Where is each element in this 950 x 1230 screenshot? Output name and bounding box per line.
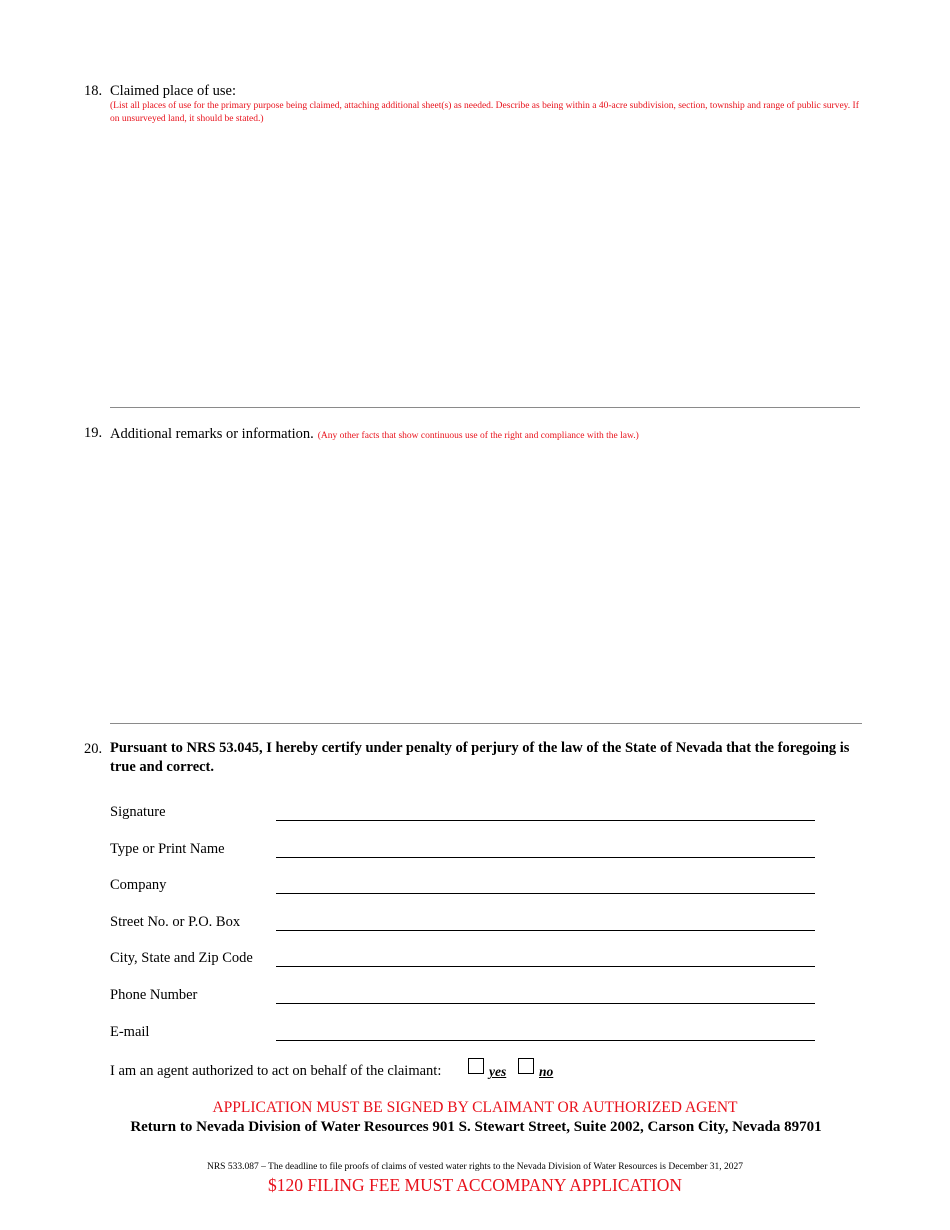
q20-statement: Pursuant to NRS 53.045, I hereby certify under penalty of perjury of the law of the State of Nevada that the foregoing is true and correct.: [110, 740, 850, 775]
email-line[interactable]: [276, 1040, 815, 1041]
q18-title: Claimed place of use:: [110, 83, 237, 99]
phone-label: Phone Number: [110, 987, 198, 1003]
filing-fee-notice: $120 FILING FEE MUST ACCOMPANY APPLICATION: [267, 1175, 683, 1195]
signature-line[interactable]: [276, 820, 815, 821]
print-name-label: Type or Print Name: [110, 841, 225, 857]
company-label: Company: [110, 877, 167, 893]
q19-title: Additional remarks or information.: [110, 426, 314, 442]
phone-line[interactable]: [276, 1003, 815, 1004]
email-label: E-mail: [110, 1024, 150, 1040]
print-name-line[interactable]: [276, 857, 815, 858]
street-label: Street No. or P.O. Box: [110, 914, 241, 930]
q19-divider: [110, 723, 862, 724]
agent-yes-label: yes: [489, 1064, 507, 1079]
return-address: Return to Nevada Division of Water Resources 901 S. Stewart Street, Suite 2002, Carson City, Nevada 89701: [130, 1119, 822, 1135]
city-state-zip-line[interactable]: [276, 966, 815, 967]
agent-no-checkbox[interactable]: [518, 1058, 534, 1074]
company-line[interactable]: [276, 893, 815, 894]
q18-divider: [110, 407, 860, 408]
signature-label: Signature: [110, 804, 166, 820]
q18-answer-area[interactable]: [110, 128, 860, 406]
q19-answer-area[interactable]: [110, 446, 862, 722]
agent-question: I am an agent authorized to act on behalf of the claimant:: [110, 1063, 442, 1079]
q18-instructions: (List all places of use for the primary purpose being claimed, attaching additional sheet(s) as needed. Describe as being within a 40-acre subdivision, section, township and range of public survey. If on unsurveyed land, it should be stated.): [110, 101, 859, 124]
deadline-notice: NRS 533.087 – The deadline to file proofs of claims of vested water rights to the Nevada Division of Water Resources is December 31, 2027: [206, 1162, 744, 1172]
street-line[interactable]: [276, 930, 815, 931]
agent-yes-checkbox[interactable]: [468, 1058, 484, 1074]
q18-number: 18.: [84, 83, 103, 99]
q19-instructions: (Any other facts that show continuous use of the right and compliance with the law.): [317, 431, 639, 441]
city-state-zip-label: City, State and Zip Code: [110, 950, 253, 966]
q19-number: 19.: [84, 425, 103, 441]
q20-number: 20.: [84, 741, 103, 757]
must-sign-notice: APPLICATION MUST BE SIGNED BY CLAIMANT OR AUTHORIZED AGENT: [212, 1099, 738, 1116]
agent-no-label: no: [539, 1064, 554, 1079]
q19-heading: [110, 425, 639, 443]
